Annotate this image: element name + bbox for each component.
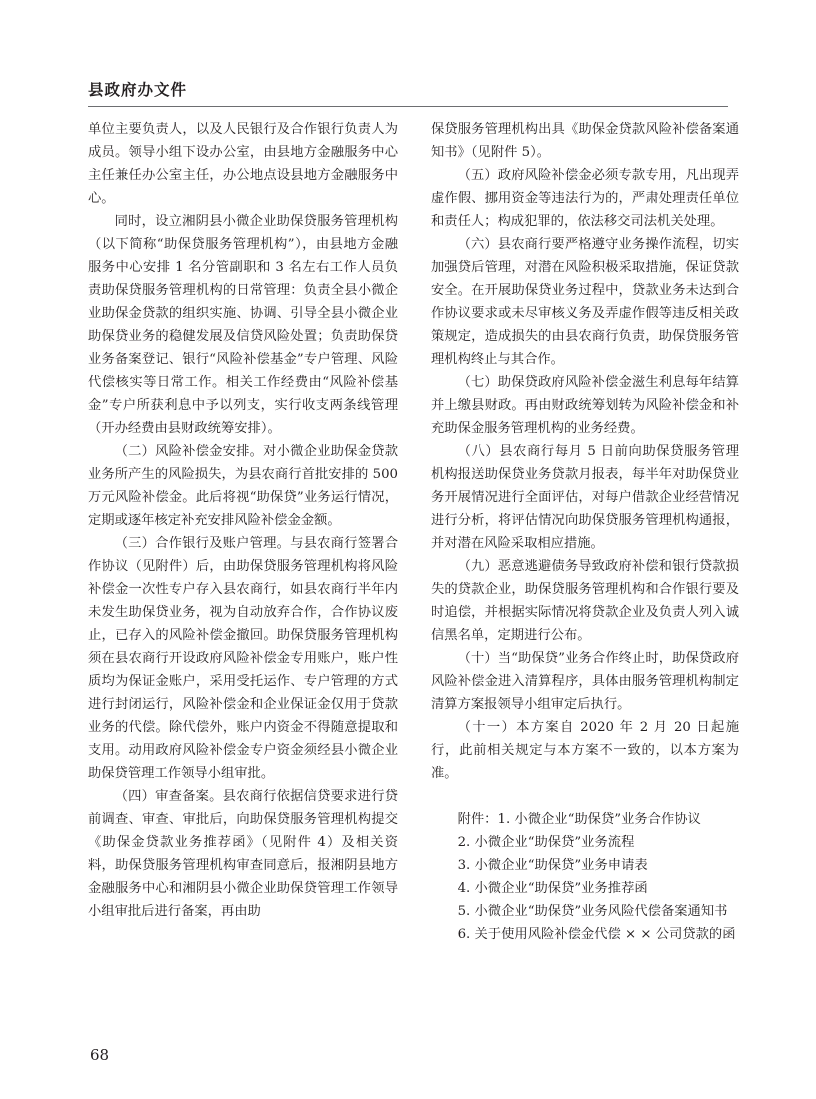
attachment-item: 附件：1. 小微企业“助保贷”业务合作协议 (457, 812, 701, 827)
paragraph: （八）县农商行每月 5 日前向助保贷服务管理机构报送助保贷业务贷款月报表，每半年对助保贷业务开展情况进行全面评估，对每户借款企业经营情况进行分析，将评估情况向助保贷服务管理机构通报，并对潜在风险采取相应措施。 (431, 444, 739, 551)
page-number: 68 (90, 1046, 110, 1064)
paragraph: （九）恶意逃避债务导致政府补偿和银行贷款损失的贷款企业，助保贷服务管理机构和合作银行要及时追偿，并根据实际情况将贷款企业及负责人列入诚信黑名单，定期进行公布。 (431, 559, 739, 643)
paragraph: （三）合作银行及账户管理。与县农商行签署合作协议（见附件）后，由助保贷服务管理机构将风险补偿金一次性专户存入县农商行，如县农商行半年内未发生助保贷业务，视为自动放弃合作，合作协议废止，已存入的风险补偿金撤回。助保贷服务管理机构须在县农商行开设政府风险补偿金专用账户，账户性质均为保证金账户，采用受托运作、专户管理的方式进行封闭运行，风险补偿金和企业保证金仅用于贷款业务的代偿。除代偿外，账户内资金不得随意提取和支用。动用政府风险补偿金专户资金须经县小微企业助保贷管理工作领导小组审批。 (88, 536, 398, 781)
left-column (88, 118, 398, 923)
attachment-item: 4. 小微企业“助保贷”业务推荐函 (457, 881, 648, 896)
attachment-item: 3. 小微企业“助保贷”业务申请表 (457, 858, 648, 873)
paragraph: 保贷服务管理机构出具《助保金贷款风险补偿备案通知书》（见附件 5）。 (431, 122, 739, 160)
paragraph: 同时，设立湘阴县小微企业助保贷服务管理机构（以下简称“助保贷服务管理机构”），由县地方金融服务中心安排 1 名分管副职和 3 名左右工作人员负责助保贷服务管理机构的日常管理：负责全县小微企业助保金贷款的组织实施、协调、引导全县小微企业助保贷业务的稳健发展及信贷风险处置；负责助保贷业务备案登记、银行“风险补偿基金”专户管理、风险代偿核实等日常工作。相关工作经费由“风险补偿基金”专户所获利息中予以列支，实行收支两条线管理（开办经费由县财政统筹安排）。 (88, 214, 398, 436)
paragraph: （十一）本方案自 2020 年 2 月 20 日起施行，此前相关规定与本方案不一致的，以本方案为准。 (431, 720, 739, 781)
paragraph: （五）政府风险补偿金必须专款专用，凡出现弄虚作假、挪用资金等违法行为的，严肃处理责任单位和责任人；构成犯罪的，依法移交司法机关处理。 (431, 168, 739, 229)
document-header: 县政府办文件 (88, 81, 188, 99)
paragraph: （六）县农商行要严格遵守业务操作流程，切实加强贷后管理，对潜在风险积极采取措施，保证贷款安全。在开展助保贷业务过程中，贷款业务未达到合作协议要求或未尽审核义务及弄虚作假等违反相关政策规定，造成损失的由县农商行负责，助保贷服务管理机构终止与其合作。 (431, 237, 739, 367)
paragraph: 单位主要负责人，以及人民银行及合作银行负责人为成员。领导小组下设办公室，由县地方金融服务中心主任兼任办公室主任，办公地点设县地方金融服务中心。 (88, 122, 398, 206)
paragraph: （四）审查备案。县农商行依据信贷要求进行贷前调查、审查、审批后，向助保贷服务管理机构提交《助保金贷款业务推荐函》（见附件 4）及相关资料，助保贷服务管理机构审查同意后，报湘阴县地方金融服务中心和湘阴县小微企业助保贷管理工作领导小组审批后进行备案，再由助 (88, 789, 398, 919)
paragraph: （十）当“助保贷”业务合作终止时，助保贷政府风险补偿金进入清算程序，具体由服务管理机构制定清算方案报领导小组审定后执行。 (431, 651, 739, 712)
attachment-item: 6. 关于使用风险补偿金代偿 × × 公司贷款的函 (457, 927, 736, 942)
paragraph: （七）助保贷政府风险补偿金滋生利息每年结算并上缴县财政。再由财政统筹划转为风险补偿金和补充助保金服务管理机构的业务经费。 (431, 375, 739, 436)
attachment-item: 5. 小微企业“助保贷”业务风险代偿备案通知书 (457, 904, 728, 919)
right-column (431, 118, 739, 946)
attachment-item: 2. 小微企业“助保贷”业务流程 (457, 835, 635, 850)
paragraph: （二）风险补偿金安排。对小微企业助保金贷款业务所产生的风险损失，为县农商行首批安排的 500 万元风险补偿金。此后将视“助保贷”业务运行情况，定期或逐年核定补充安排风险补偿金金额。 (88, 444, 398, 528)
header-rule (88, 106, 728, 107)
